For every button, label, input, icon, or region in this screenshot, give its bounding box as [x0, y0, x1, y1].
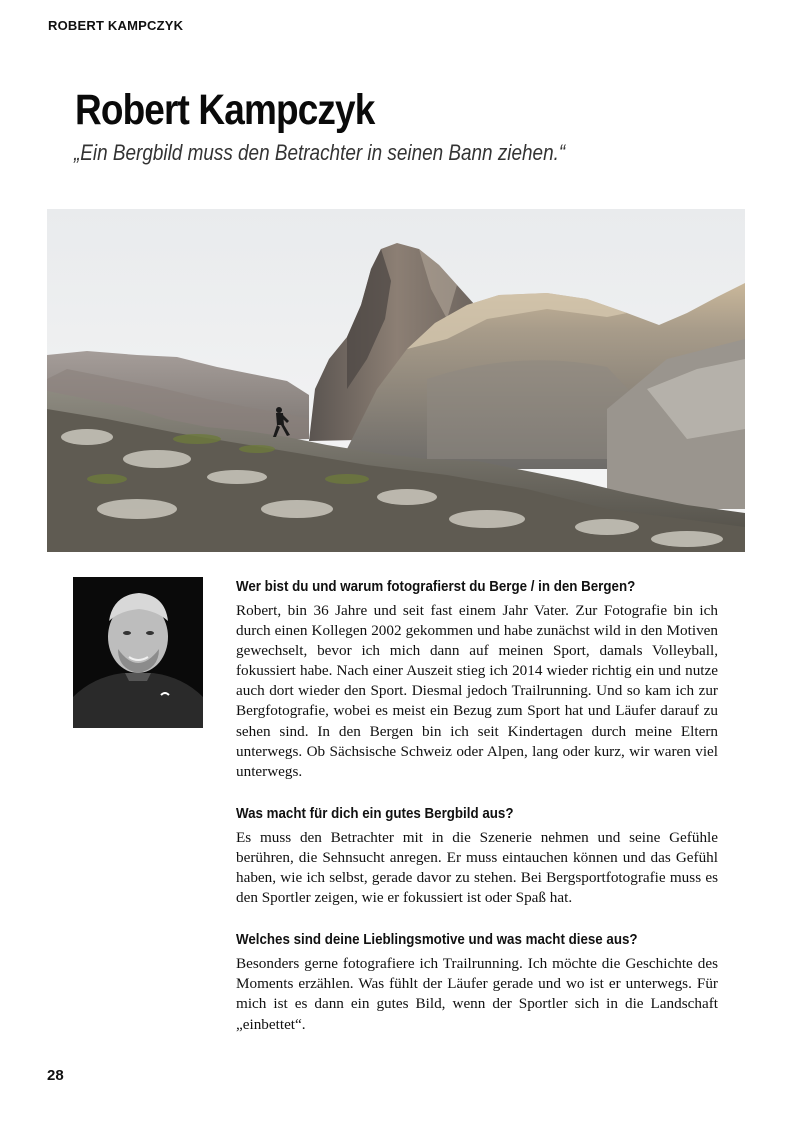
running-header: ROBERT KAMPCZYK	[48, 18, 184, 33]
interview-answer: Es muss den Betrachter mit in die Szenerie nehmen und seine Gefühle berühren, die Sehnsucht anregen. Er muss eintauchen können und das Gefühl haben, wie ich selbst, gerade davor zu stehen. Bei Bergsportfotografie muss es den Sportler zeigen, wie er fokussiert ist oder Spaß hat.	[236, 828, 718, 907]
qa-block	[236, 932, 718, 1034]
interview-question: Was macht für dich ein gutes Bergbild aus?	[236, 805, 514, 822]
interview-question: Wer bist du und warum fotografierst du Berge / in den Bergen?	[236, 579, 636, 595]
interview-question: Welches sind deine Lieblingsmotive und was macht diese aus?	[236, 932, 638, 949]
interview-answer: Robert, bin 36 Jahre und seit fast einem Jahr Vater. Zur Fotografie bin ich durch einen Kollegen 2002 gekommen und habe zunächst wild in den Motiven gewechselt, bevor ich mich dann auf meinen Sport, damals Volleyball, fokussiert habe. Nach einer Auszeit stieg ich 2014 wieder richtig ein und nutze auch dort wieder den Sport. Diesmal jedoch Trailrunning. Und so kam ich zur Bergfotografie, wobei es meist ein Bezug zum Sport hat und Läufer darauf zu sehen sind. In den Bergen bin ich seit Kindertagen durch meine Eltern unterwegs. Ob Sächsische Schweiz oder Alpen, lang oder kurz, wir waren viel unterwegs.	[236, 602, 718, 780]
qa-block	[236, 806, 718, 908]
interview-answer: Besonders gerne fotografiere ich Trailrunning. Ich möchte die Geschichte des Moments erzählen. Was fühlt der Läufer gerade und wo ist er unterwegs. Für mich ist es dann ein gutes Bild, wenn der Sportler sich in die Landschaft „einbettet“.	[236, 955, 718, 1033]
portrait-photo	[73, 577, 203, 728]
mountain-landscape-photo	[47, 209, 745, 552]
qa-block	[236, 579, 718, 782]
article-subtitle-quote: „Ein Bergbild muss den Betrachter in seinen Bann ziehen.“	[74, 140, 566, 165]
article-title: Robert Kampczyk	[75, 86, 375, 134]
interview-section	[236, 579, 718, 1059]
page-number: 28	[47, 1067, 64, 1084]
